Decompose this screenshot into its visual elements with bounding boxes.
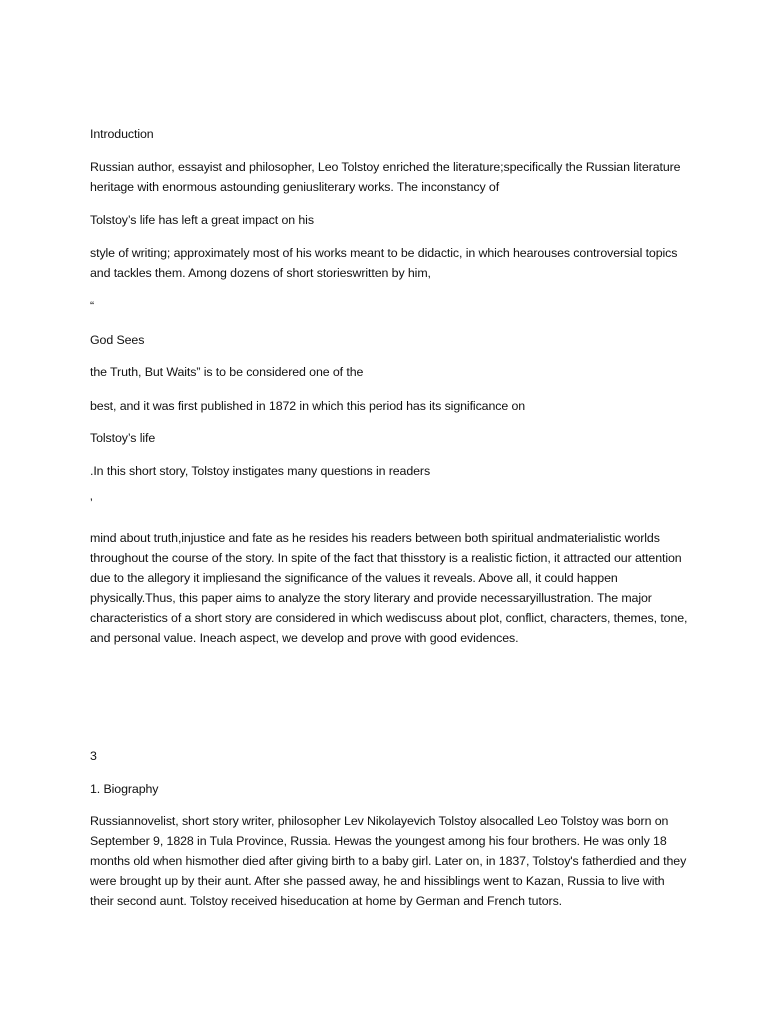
story-title-line: God Sees [90,333,145,347]
apostrophe-line: ’ [90,496,93,510]
biography-heading: 1. Biography [90,782,159,796]
analysis-paragraph: mind about truth,injustice and fate as he resides his readers between both spiritual andmaterialistic worlds throughout the course of the story. In spite of the fact that thisstory is a realistic fiction, it attracted our attention due to the allegory it impliesand the significance of the values it reveals. Above all, it could happen physically.Thus, this paper aims to analyze the story literary and provide necessaryillustration. The major characteristics of a short story are considered in which wediscuss about plot, conflict, characters, themes, tone, and personal value. Ineach aspect, we develop and prove with good evidences. [90,531,688,645]
tolstoy-life-line: Tolstoy’s life has left a great impact on his [90,213,314,227]
story-title-continuation: the Truth, But Waits” is to be considered one of the [90,365,364,379]
page-number: 3 [90,749,97,763]
tolstoy-life-short-line: Tolstoy’s life [90,431,156,445]
publication-line: best, and it was first published in 1872 in which this period has its significance on [90,399,526,413]
questions-line: .In this short story, Tolstoy instigates many questions in readers [90,464,431,478]
opening-quote-mark: “ [90,299,95,313]
introduction-heading: Introduction [90,127,154,141]
writing-style-paragraph: style of writing; approximately most of his works meant to be didactic, in which hearouses controversial topics and tackles them. Among dozens of short storieswritten by him, [90,246,678,280]
biography-paragraph: Russiannovelist, short story writer, philosopher Lev Nikolayevich Tolstoy alsocalled Leo Tolstoy was born on September 9, 1828 in Tula Province, Russia. Hewas the youngest among his four brothers. He was only 18 months old when hismother died after giving birth to a baby girl. Later on, in 1837, Tolstoy's fatherdied and they were brought up by their aunt. After she passed away, he and hissiblings went to Kazan, Russia to live with their second aunt. Tolstoy received hiseducation at home by German and French tutors. [90,814,687,908]
introduction-paragraph: Russian author, essayist and philosopher, Leo Tolstoy enriched the literature;specifically the Russian literature heritage with enormous astounding geniusliterary works. The inconstancy of [90,160,681,194]
